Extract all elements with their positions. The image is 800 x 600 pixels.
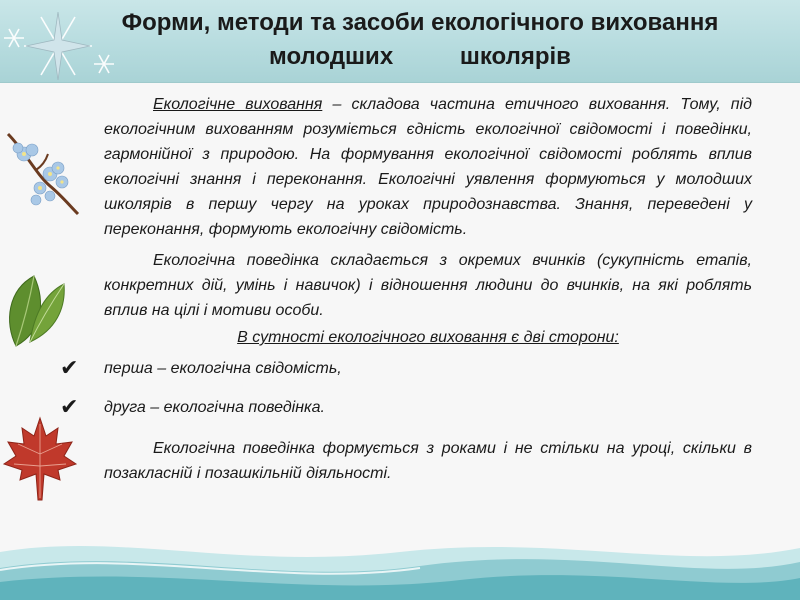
check-icon: ✔ <box>60 356 79 381</box>
wave-icon <box>0 512 800 600</box>
paragraph-behavior-formation: Екологічна поведінка формується з роками і не стільки на уроці, скільки в позакласній і позашкільній діяльності. <box>104 440 752 482</box>
flower-branch-icon <box>6 130 82 216</box>
slide-title: Форми, методи та засоби екологічного виховання молодших школярів <box>121 9 719 70</box>
list-item <box>60 356 752 381</box>
content-block <box>60 92 753 486</box>
check-icon: ✔ <box>60 395 79 420</box>
list-item-text: друга – екологічна поведінка. <box>104 399 325 416</box>
list-item <box>60 395 752 420</box>
paragraph-environmental-behavior: Екологічна поведінка складається з окремих вчинків (сукупність етапів, конкретних дій, умінь і навичок) і відношення людини до вчинків, на які роблять вплив на цілі і мотиви особи. <box>104 252 752 319</box>
green-leaves-icon <box>4 272 66 350</box>
term-environmental-education: Екологічне виховання <box>153 96 323 113</box>
sides-heading: В сутності екологічного виховання є дві сторони: <box>237 329 619 346</box>
paragraph1-text: – складова частина етичного виховання. Тому, під екологічним вихованням розуміється єдність екологічної свідомості і поведінки, гармонійної з природою. На формування екологічної свідомості роблять вплив екологічні знання і переконання. Екологічні уявлення формуються у молодших школярів в першу чергу на уроках природознавства. Знання, переведені у переконання, формують екологічну свідомість. <box>104 96 753 238</box>
maple-leaf-icon <box>2 414 78 502</box>
paragraph-environmental-education <box>104 92 752 242</box>
list-item-text: перша – екологічна свідомість, <box>104 360 342 377</box>
